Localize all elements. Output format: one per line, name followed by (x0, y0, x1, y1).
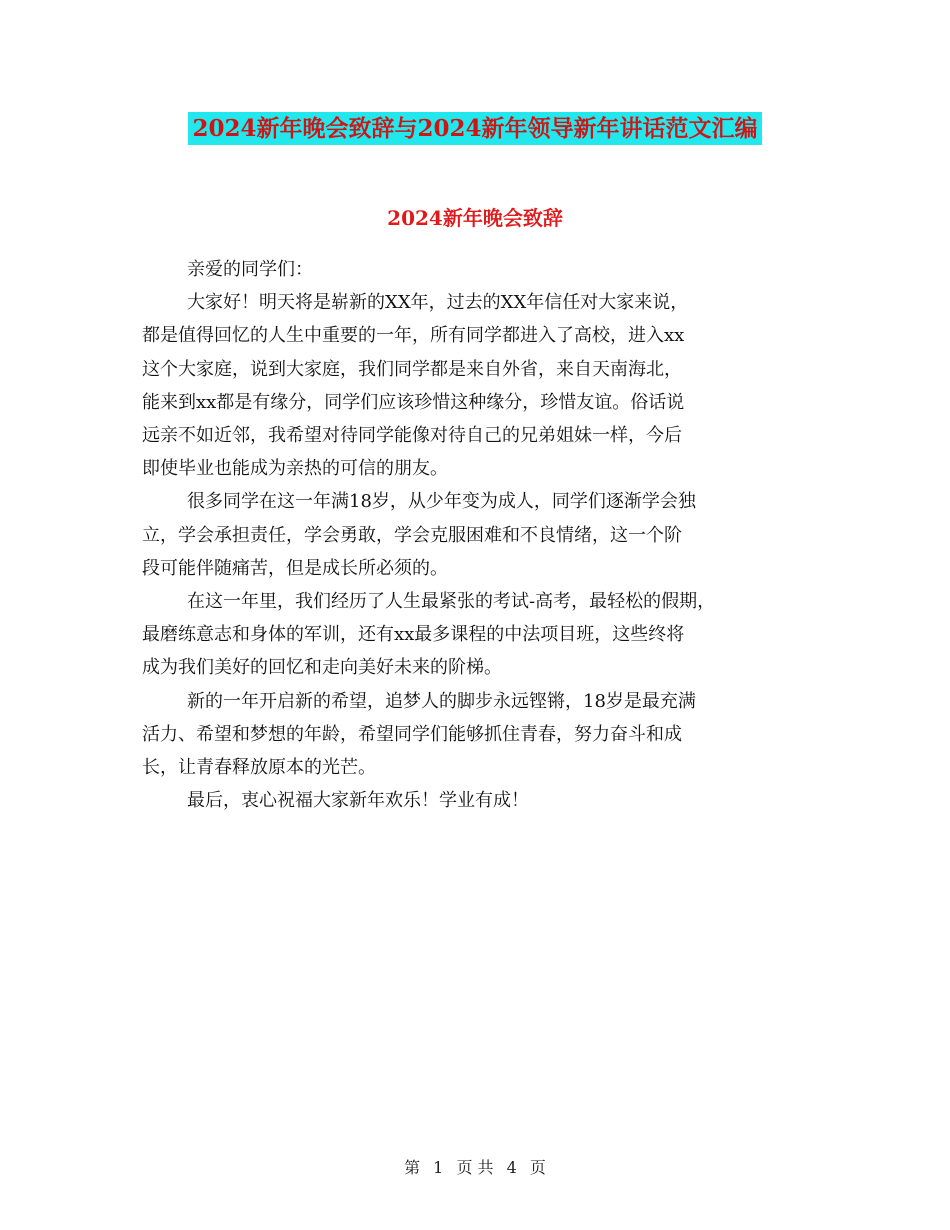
body-text-line: 这个大家庭，说到大家庭，我们同学都是来自外省，来自天南海北， (142, 358, 682, 380)
body-text-line: 大家好！明天将是崭新的XX年，过去的XX年信任对大家来说， (187, 292, 689, 314)
body-text-line: 很多同学在这一年满18岁，从少年变为成人，同学们逐渐学会独 (187, 491, 696, 513)
document-title (0, 110, 950, 143)
body-text-line: 远亲不如近邻，我希望对待同学能像对待自己的兄弟姐妹一样，今后 (142, 425, 682, 446)
footer-middle: 页 共 (456, 1158, 494, 1177)
body-text-line: 在这一年里，我们经历了人生最紧张的考试-高考，最轻松的假期， (187, 591, 716, 612)
section-title: 2024新年晚会致辞 (387, 206, 563, 230)
body-text-line: 新的一年开启新的希望，追梦人的脚步永远铿锵，18岁是最充满 (187, 690, 696, 712)
document-title-text: 2024新年晚会致辞与2024新年领导新年讲话范文汇编 (188, 112, 761, 145)
footer-prefix: 第 (404, 1158, 421, 1177)
footer-page-number: 1 (433, 1158, 444, 1177)
page-footer (0, 1155, 950, 1178)
body-text-line: 能来到xx都是有缘分，同学们应该珍惜这种缘分，珍惜友谊。俗话说 (142, 391, 685, 413)
body-text-line: 长，让青春释放原本的光芒。 (142, 757, 376, 778)
body-text-line: 最后，衷心祝福大家新年欢乐！学业有成！ (187, 790, 529, 812)
footer-total-pages: 4 (506, 1158, 517, 1177)
body-text-line: 成为我们美好的回忆和走向美好未来的阶梯。 (142, 657, 502, 679)
body-text-line: 都是值得回忆的人生中重要的一年，所有同学都进入了高校，进入xx (142, 325, 685, 347)
footer-suffix: 页 (529, 1158, 546, 1177)
body-text-line: 段可能伴随痛苦，但是成长所必须的。 (142, 557, 448, 579)
body-text-line: 即使毕业也能成为亲热的可信的朋友。 (142, 458, 448, 480)
body-text-line: 最磨练意志和身体的军训，还有xx最多课程的中法项目班，这些终将 (142, 624, 685, 646)
body-text-line: 立，学会承担责任，学会勇敢，学会克服困难和不良情绪，这一个阶 (142, 524, 682, 546)
body-text-line: 活力、希望和梦想的年龄，希望同学们能够抓住青春，努力奋斗和成 (142, 723, 682, 745)
body-text-line: 亲爱的同学们： (187, 259, 313, 280)
